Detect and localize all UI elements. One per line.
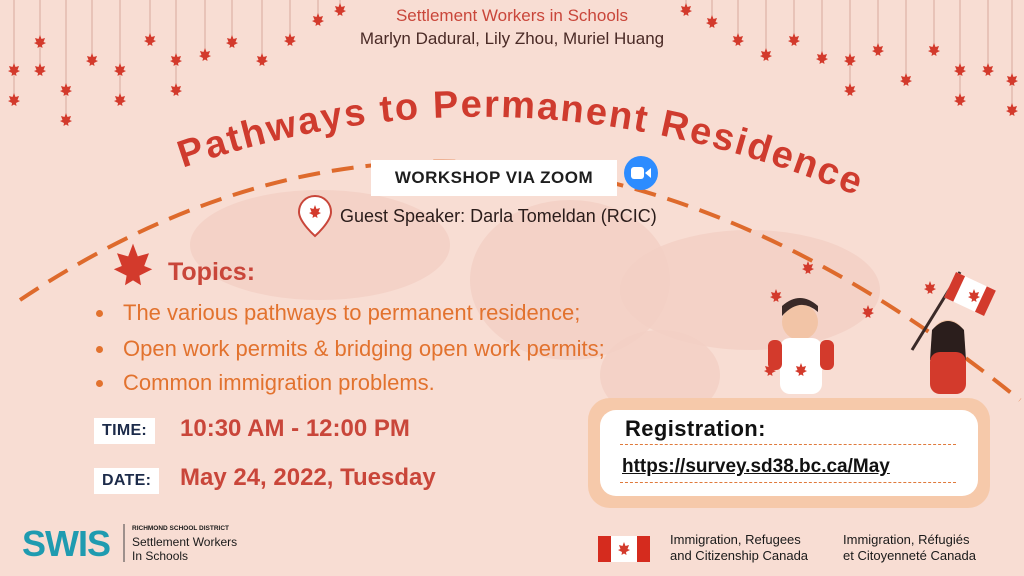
organization-name: Settlement Workers in Schools xyxy=(395,6,629,25)
ircc-english: Immigration, Refugees and Citizenship Canada xyxy=(670,532,809,563)
guest-speaker: Guest Speaker: Darla Tomeldan (RCIC) xyxy=(340,206,657,226)
zoom-camera-icon xyxy=(624,156,658,190)
canada-flag-icon xyxy=(598,536,650,562)
canada-flag-icon xyxy=(944,272,996,316)
registration-heading: Registration: xyxy=(625,416,766,441)
maple-leaf-icon xyxy=(114,244,152,286)
ircc-french: Immigration, Réfugiés et Citoyenneté Canada xyxy=(843,532,976,563)
list-item: The various pathways to permanent residence; xyxy=(96,300,580,326)
people-illustration xyxy=(768,272,996,394)
date-value: May 24, 2022, Tuesday xyxy=(180,464,436,491)
registration-link[interactable]: https://survey.sd38.bc.ca/May xyxy=(622,456,890,477)
district-name: RICHMOND SCHOOL DISTRICT xyxy=(132,525,230,532)
page-title: Pathways to Permanent Residence xyxy=(172,83,871,205)
divider xyxy=(620,444,956,445)
workshop-format-label: WORKSHOP VIA ZOOM xyxy=(371,160,617,196)
list-item: Open work permits & bridging open work permits; xyxy=(96,336,605,362)
divider xyxy=(620,482,956,483)
list-item: Common immigration problems. xyxy=(96,370,435,396)
time-label: TIME: xyxy=(94,418,155,444)
swis-full-name: Settlement Workers In Schools xyxy=(132,535,238,563)
swis-logo: SWIS xyxy=(22,523,111,564)
date-label: DATE: xyxy=(94,468,159,494)
location-pin-icon xyxy=(299,196,331,236)
topics-heading: Topics: xyxy=(168,258,256,286)
presenter-names: Marlyn Dadural, Lily Zhou, Muriel Huang xyxy=(359,29,665,48)
time-value: 10:30 AM - 12:00 PM xyxy=(180,415,410,442)
